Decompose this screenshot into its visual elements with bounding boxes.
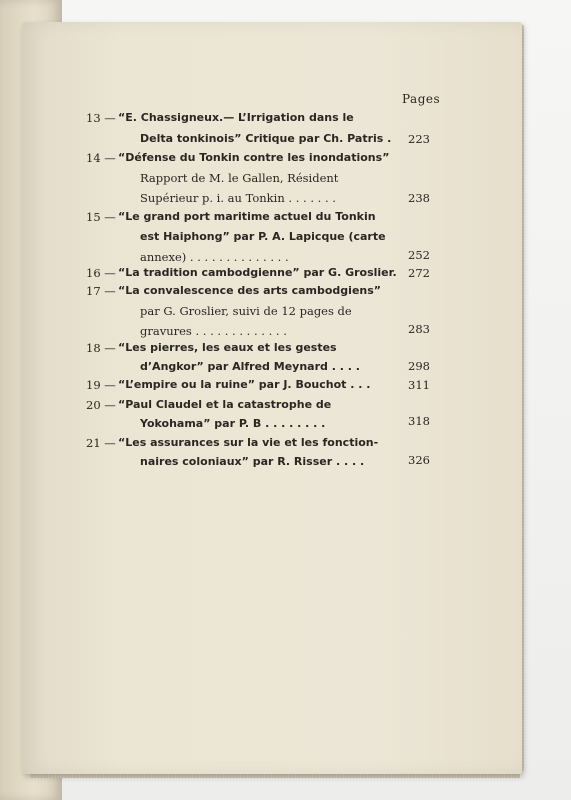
entry-page-number: 298 <box>408 359 430 373</box>
entry-number: 21 — <box>86 436 116 450</box>
entry-line: “L’empire ou la ruine” par J. Bouchot . . . <box>118 378 371 391</box>
entry-line: “La tradition cambodgienne” par G. Groslier. <box>118 266 397 279</box>
entry-page-number: 318 <box>408 414 430 428</box>
entry-line: “La convalescence des arts cambodgiens” <box>118 284 382 297</box>
entry-page-number: 283 <box>408 322 430 336</box>
entry-number: 14 — <box>86 151 116 165</box>
entry-line: Supérieur p. i. au Tonkin . . . . . . . <box>140 191 336 205</box>
entry-page-number: 238 <box>408 191 430 205</box>
entry-page-number: 272 <box>408 266 430 280</box>
entry-number: 20 — <box>86 398 116 412</box>
entry-number: 13 — <box>86 111 116 125</box>
pages-column-header: Pages <box>402 92 441 106</box>
entry-page-number: 326 <box>408 453 430 467</box>
entry-line: naires coloniaux” par R. Risser . . . . <box>140 455 365 468</box>
entry-number: 16 — <box>86 266 116 280</box>
entry-line: est Haiphong” par P. A. Lapicque (carte <box>140 230 386 243</box>
entry-line: Rapport de M. le Gallen, Résident <box>140 171 339 185</box>
entry-line: “Les assurances sur la vie et les fonction- <box>118 436 379 449</box>
entry-page-number: 252 <box>408 248 430 262</box>
entry-line: “E. Chassigneux.— L’Irrigation dans le <box>118 111 354 124</box>
entry-line: “Les pierres, les eaux et les gestes <box>118 341 337 354</box>
entry-number: 18 — <box>86 341 116 355</box>
entry-line: par G. Groslier, suivi de 12 pages de <box>140 304 352 318</box>
entry-line: gravures . . . . . . . . . . . . . <box>140 324 287 338</box>
entry-line: “Paul Claudel et la catastrophe de <box>118 398 332 411</box>
entry-number: 19 — <box>86 378 116 392</box>
entry-page-number: 223 <box>408 132 430 146</box>
entry-line: annexe) . . . . . . . . . . . . . . <box>140 250 289 264</box>
entry-line: “Le grand port maritime actuel du Tonkin <box>118 210 376 223</box>
entry-line: d’Angkor” par Alfred Meynard . . . . <box>140 360 360 373</box>
entry-page-number: 311 <box>408 378 430 392</box>
entry-number: 15 — <box>86 210 116 224</box>
entry-line: “Défense du Tonkin contre les inondations” <box>118 151 390 164</box>
entry-line: Yokohama” par P. B . . . . . . . . <box>140 417 326 430</box>
entry-number: 17 — <box>86 284 116 298</box>
entry-line: Delta tonkinois” Critique par Ch. Patris . <box>140 132 392 145</box>
